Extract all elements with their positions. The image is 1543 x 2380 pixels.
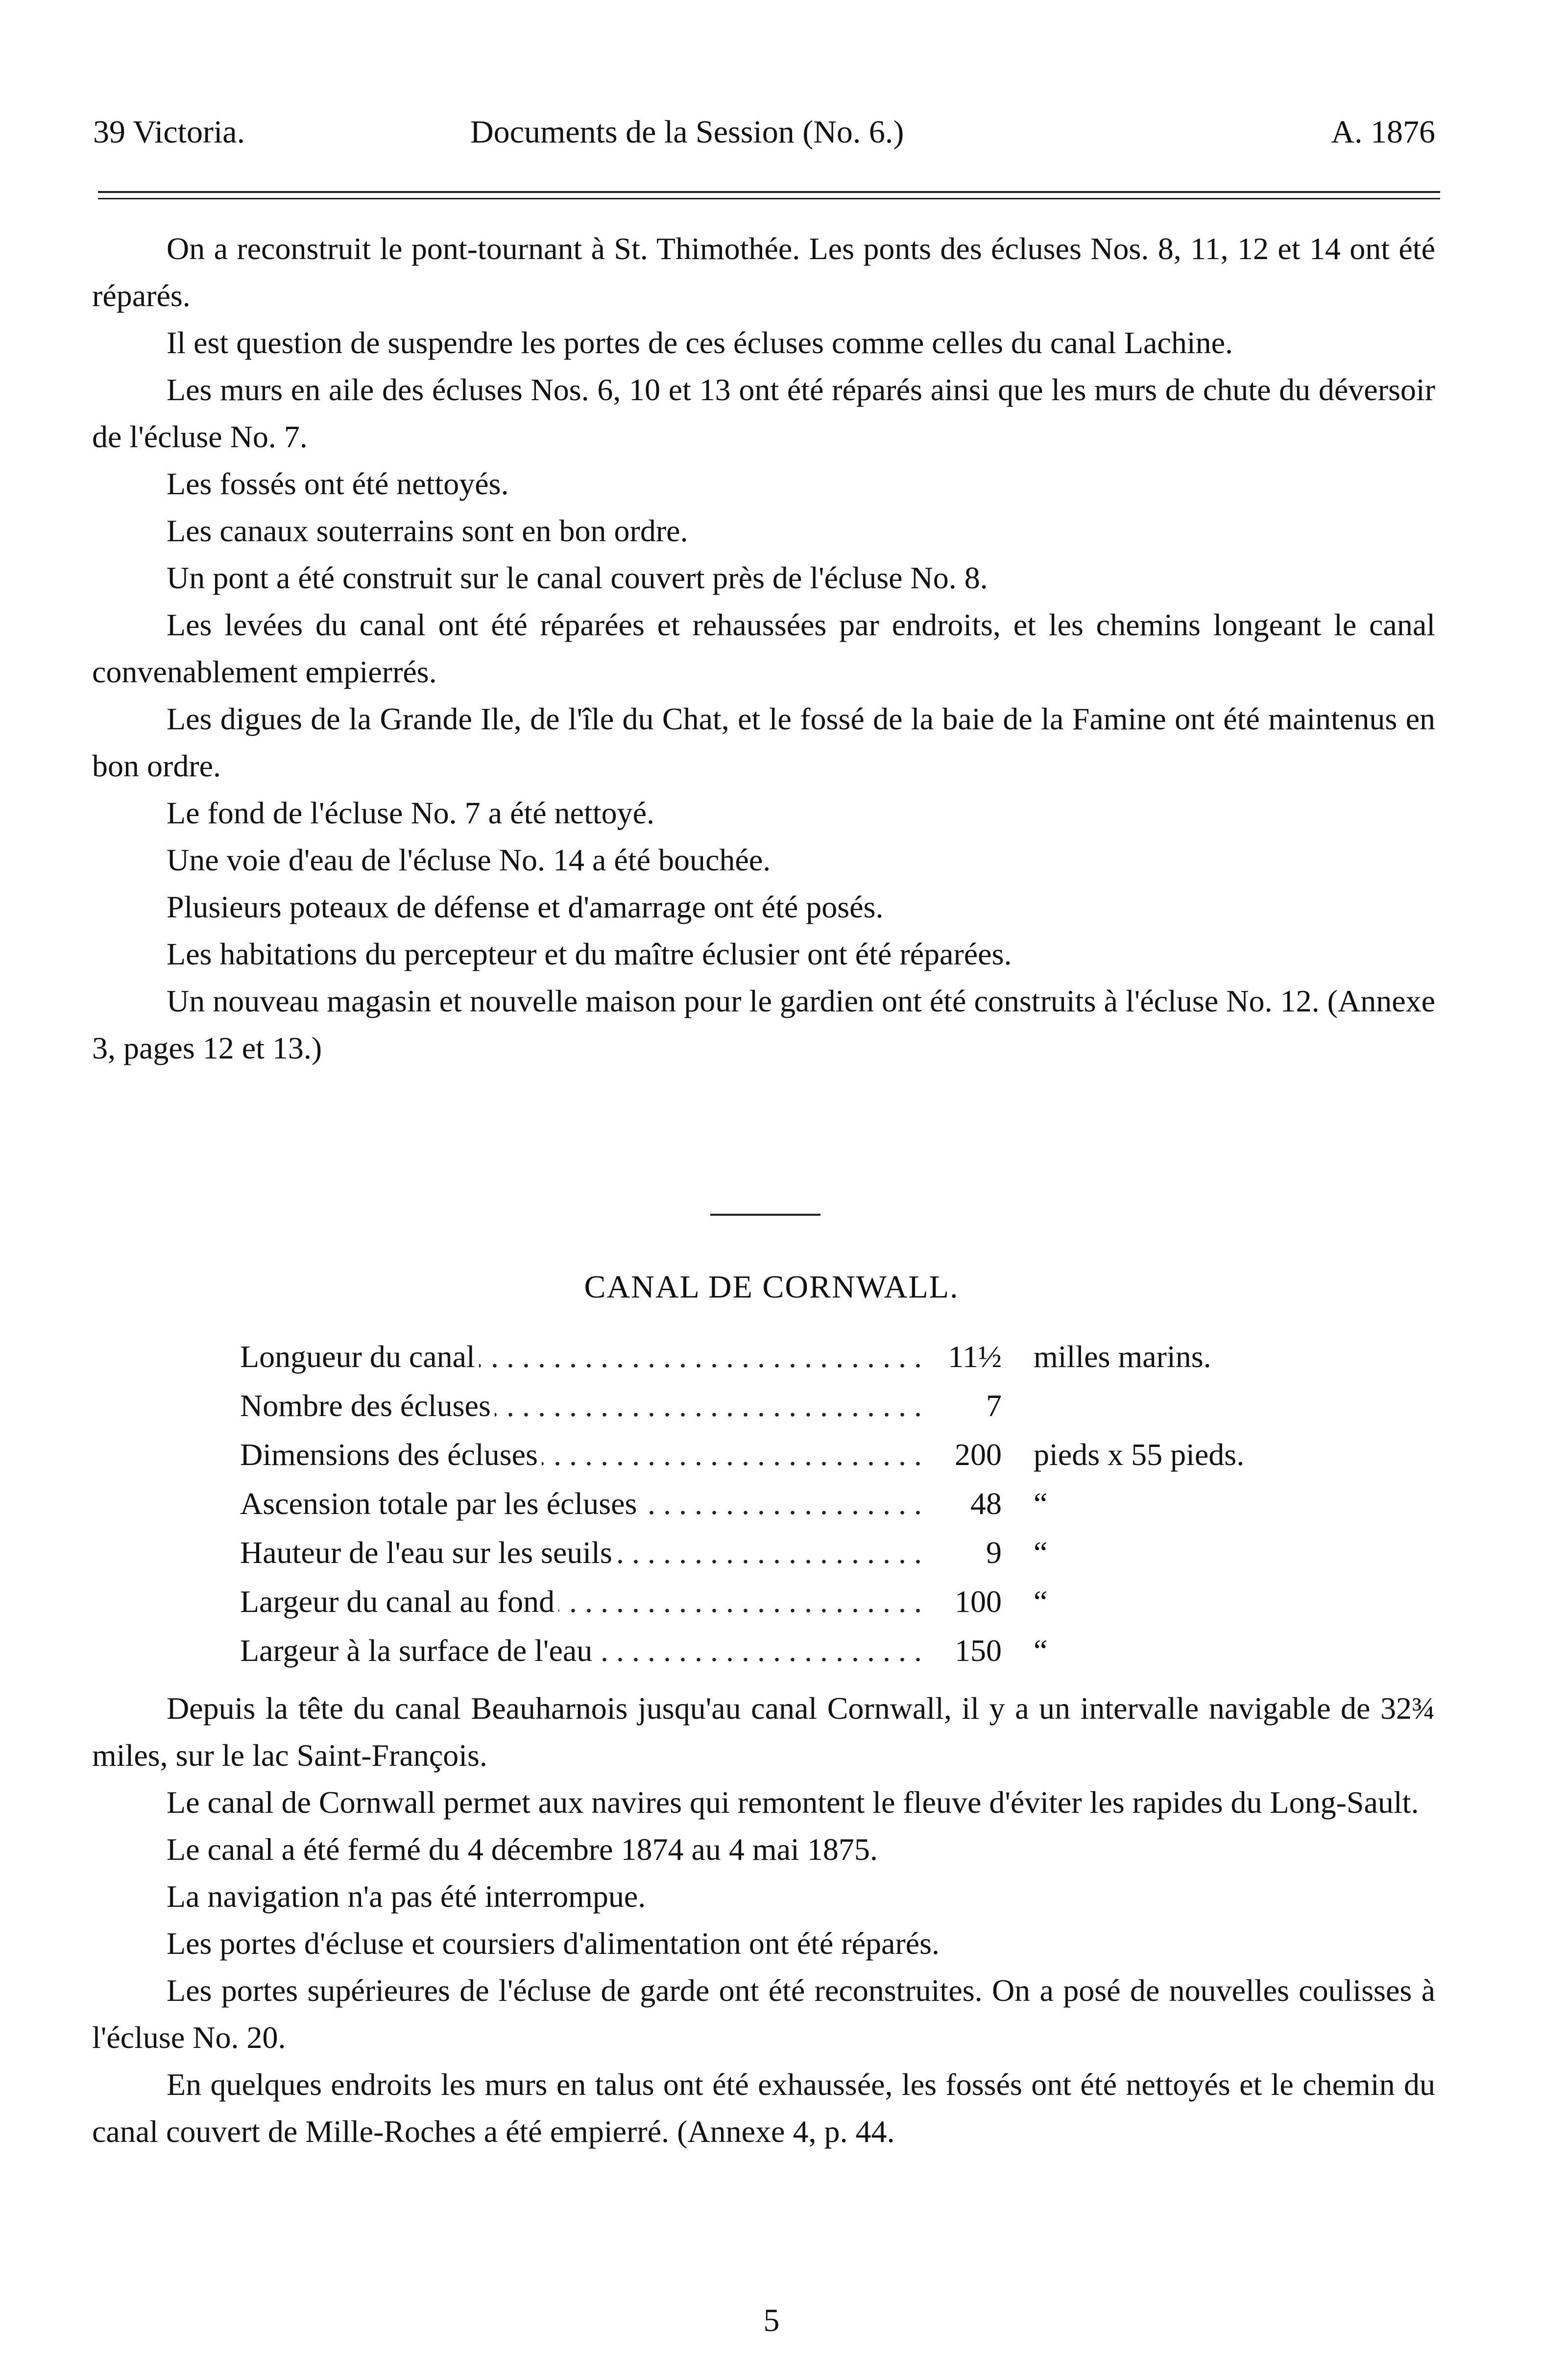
spec-label: Longueur du canal [240, 1339, 479, 1374]
paragraph: Les digues de la Grande Ile, de l'île du Chat, et le fossé de la baie de la Famine ont été maintenus en bon ordre. [92, 701, 1435, 783]
paragraph: Les habitations du percepteur et du maître éclusier ont été réparées. [167, 937, 1012, 971]
spec-row [240, 1381, 1367, 1430]
spec-label: Hauteur de l'eau sur les seuils [240, 1535, 616, 1570]
spec-value: 100 [926, 1577, 1002, 1626]
paragraph: Un pont a été construit sur le canal couvert près de l'écluse No. 8. [167, 560, 988, 595]
page-number: 5 [763, 2303, 780, 2338]
spec-row [240, 1332, 1367, 1381]
spec-unit: milles marins. [1034, 1339, 1211, 1374]
spec-unit: “ [1034, 1535, 1048, 1570]
paragraph: On a reconstruit le pont-tournant à St. Thimothée. Les ponts des écluses Nos. 8, 11, 12 et 14 ont été réparés. [92, 231, 1435, 313]
header-rule-2 [98, 198, 1440, 199]
paragraph: Une voie d'eau de l'écluse No. 14 a été bouchée. [167, 842, 771, 877]
body-top [92, 225, 1435, 1072]
section-separator [710, 1214, 820, 1216]
body-bottom [92, 1685, 1435, 2155]
spec-row [240, 1430, 1367, 1479]
spec-label: Ascension totale par les écluses [240, 1486, 641, 1521]
spec-row [240, 1577, 1367, 1626]
paragraph: Le canal de Cornwall permet aux navires qui remontent le fleuve d'éviter les rapides du Long-Sault. [167, 1785, 1419, 1820]
paragraph: Le canal a été fermé du 4 décembre 1874 au 4 mai 1875. [167, 1832, 878, 1867]
spec-value: 150 [926, 1626, 1002, 1675]
spec-value: 7 [926, 1381, 1002, 1430]
spec-label: Nombre des écluses [240, 1388, 495, 1423]
spec-value: 200 [926, 1430, 1002, 1479]
paragraph: La navigation n'a pas été interrompue. [167, 1879, 646, 1914]
spec-row [240, 1479, 1367, 1528]
spec-unit: “ [1034, 1633, 1048, 1668]
spec-label: Largeur à la surface de l'eau [240, 1633, 596, 1668]
paragraph: Les portes supérieures de l'écluse de garde ont été reconstruites. On a posé de nouvelles coulisses à l'écluse No. 20. [92, 1973, 1435, 2055]
spec-row [240, 1528, 1367, 1577]
paragraph: Le fond de l'écluse No. 7 a été nettoyé. [167, 795, 655, 830]
paragraph: Les levées du canal ont été réparées et rehaussées par endroits, et les chemins longeant le canal convenablement empierrés. [92, 607, 1435, 689]
paragraph: Les murs en aile des écluses Nos. 6, 10 et 13 ont été réparés ainsi que les murs de chute du déversoir de l'écluse No. 7. [92, 372, 1435, 454]
spec-unit: “ [1034, 1486, 1048, 1521]
spec-value: 48 [926, 1479, 1002, 1528]
spec-label: Largeur du canal au fond [240, 1584, 558, 1619]
section-title: CANAL DE CORNWALL. [584, 1269, 959, 1305]
spec-row [240, 1626, 1367, 1675]
paragraph: Les canaux souterrains sont en bon ordre. [167, 513, 688, 548]
paragraph: Les fossés ont été nettoyés. [167, 466, 509, 501]
paragraph: Il est question de suspendre les portes de ces écluses comme celles du canal Lachine. [167, 325, 1233, 360]
spec-unit: pieds x 55 pieds. [1034, 1437, 1245, 1472]
paragraph: Les portes d'écluse et coursiers d'alimentation ont été réparés. [167, 1926, 940, 1961]
spec-unit: “ [1034, 1584, 1048, 1619]
spec-value: 11½ [926, 1332, 1002, 1381]
paragraph: Un nouveau magasin et nouvelle maison pour le gardien ont été construits à l'écluse No. 12. (Annexe 3, pages 12 et 13.) [92, 984, 1435, 1065]
header-center: Documents de la Session (No. 6.) [470, 114, 904, 150]
paragraph: Depuis la tête du canal Beauharnois jusqu'au canal Cornwall, il y a un intervalle navigable de 32¾ miles, sur le lac Saint-François. [92, 1691, 1435, 1773]
canal-specs-table [240, 1332, 1367, 1675]
header-left: 39 Victoria. [93, 114, 245, 150]
spec-label: Dimensions des écluses [240, 1437, 542, 1472]
spec-value: 9 [926, 1528, 1002, 1577]
paragraph: En quelques endroits les murs en talus ont été exhaussée, les fossés ont été nettoyés et le chemin du canal couvert de Mille-Roches a été empierré. (Annexe 4, p. 44. [92, 2067, 1435, 2149]
header-rule [98, 191, 1440, 193]
header-right: A. 1876 [1331, 114, 1435, 150]
running-header [93, 105, 1435, 159]
paragraph: Plusieurs poteaux de défense et d'amarrage ont été posés. [167, 889, 884, 924]
